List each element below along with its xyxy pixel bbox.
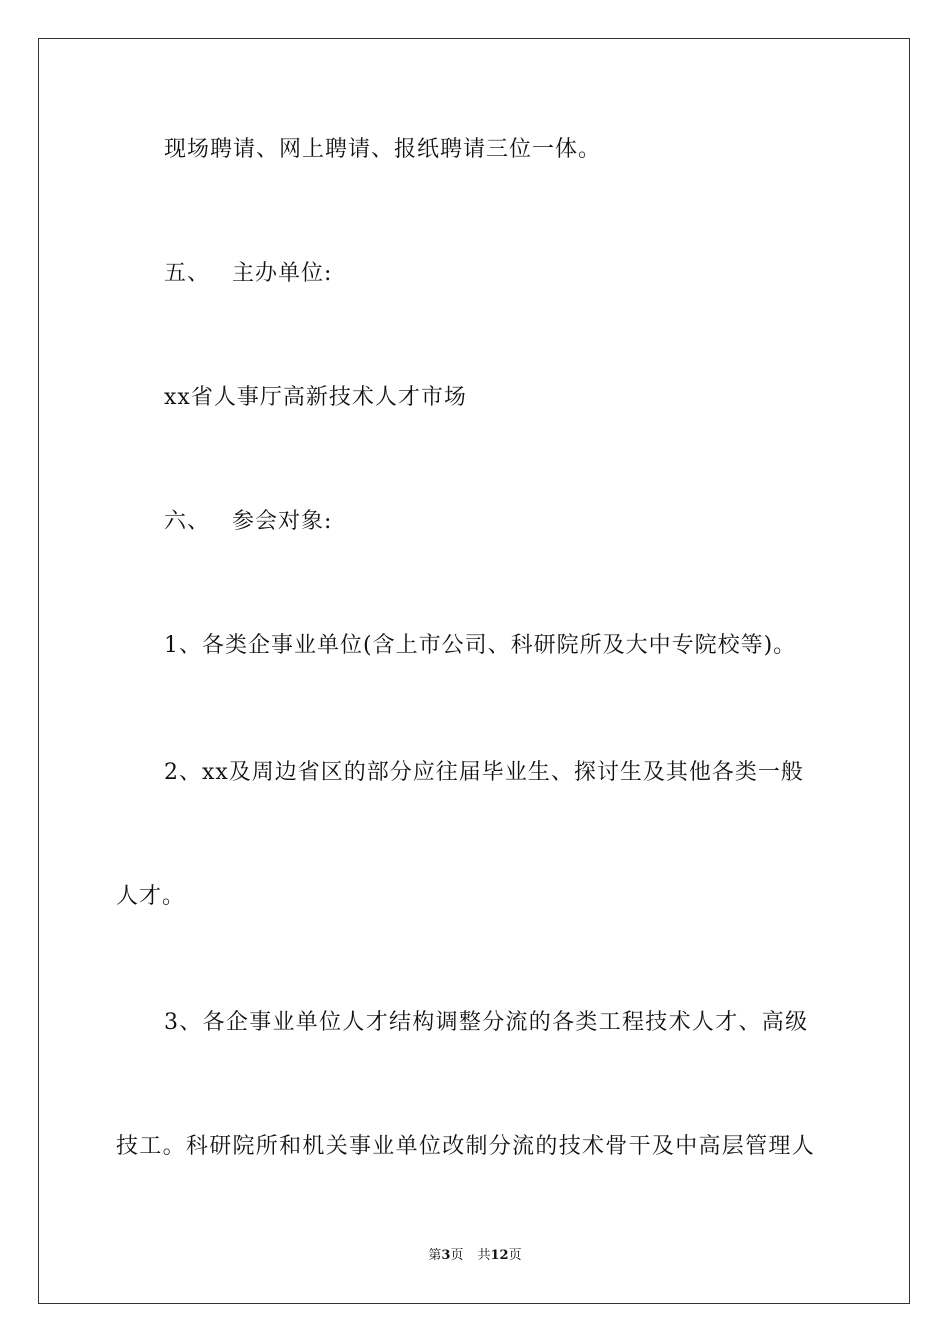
footer-prefix: 第 [428, 1248, 442, 1263]
heading-organizer-title: 主办单位: [232, 261, 333, 286]
footer-total-pages: 12 [490, 1248, 509, 1263]
heading-participants-number: 六、 [164, 509, 211, 534]
footer-page-suffix: 页 [450, 1248, 464, 1263]
footer-total-prefix: 共 [477, 1248, 491, 1263]
paragraph-organizer-name: xx省人事厅高新技术人才市场 [164, 385, 467, 410]
page-border [38, 38, 910, 1304]
heading-participants [164, 507, 332, 537]
heading-organizer-number: 五、 [164, 261, 211, 286]
heading-participants-title: 参会对象: [232, 509, 333, 534]
footer-total-suffix: 页 [508, 1248, 522, 1263]
page-footer [0, 1247, 950, 1265]
paragraph-participant-3-line-2: 技工。科研院所和机关事业单位改制分流的技术骨干及中高层管理人 [116, 1134, 816, 1159]
paragraph-recruitment-methods: 现场聘请、网上聘请、报纸聘请三位一体。 [164, 137, 602, 162]
paragraph-participant-3-line-1: 3、各企事业单位人才结构调整分流的各类工程技术人才、高级 [164, 1010, 809, 1035]
heading-organizer [164, 259, 332, 289]
paragraph-participant-1: 1、各类企事业单位(含上市公司、科研院所及大中专院校等)。 [164, 633, 797, 658]
footer-current-page: 3 [441, 1248, 451, 1263]
paragraph-participant-2-line-1: 2、xx及周边省区的部分应往届毕业生、探讨生及其他各类一般 [164, 760, 804, 785]
paragraph-participant-2-line-2: 人才。 [116, 884, 186, 909]
